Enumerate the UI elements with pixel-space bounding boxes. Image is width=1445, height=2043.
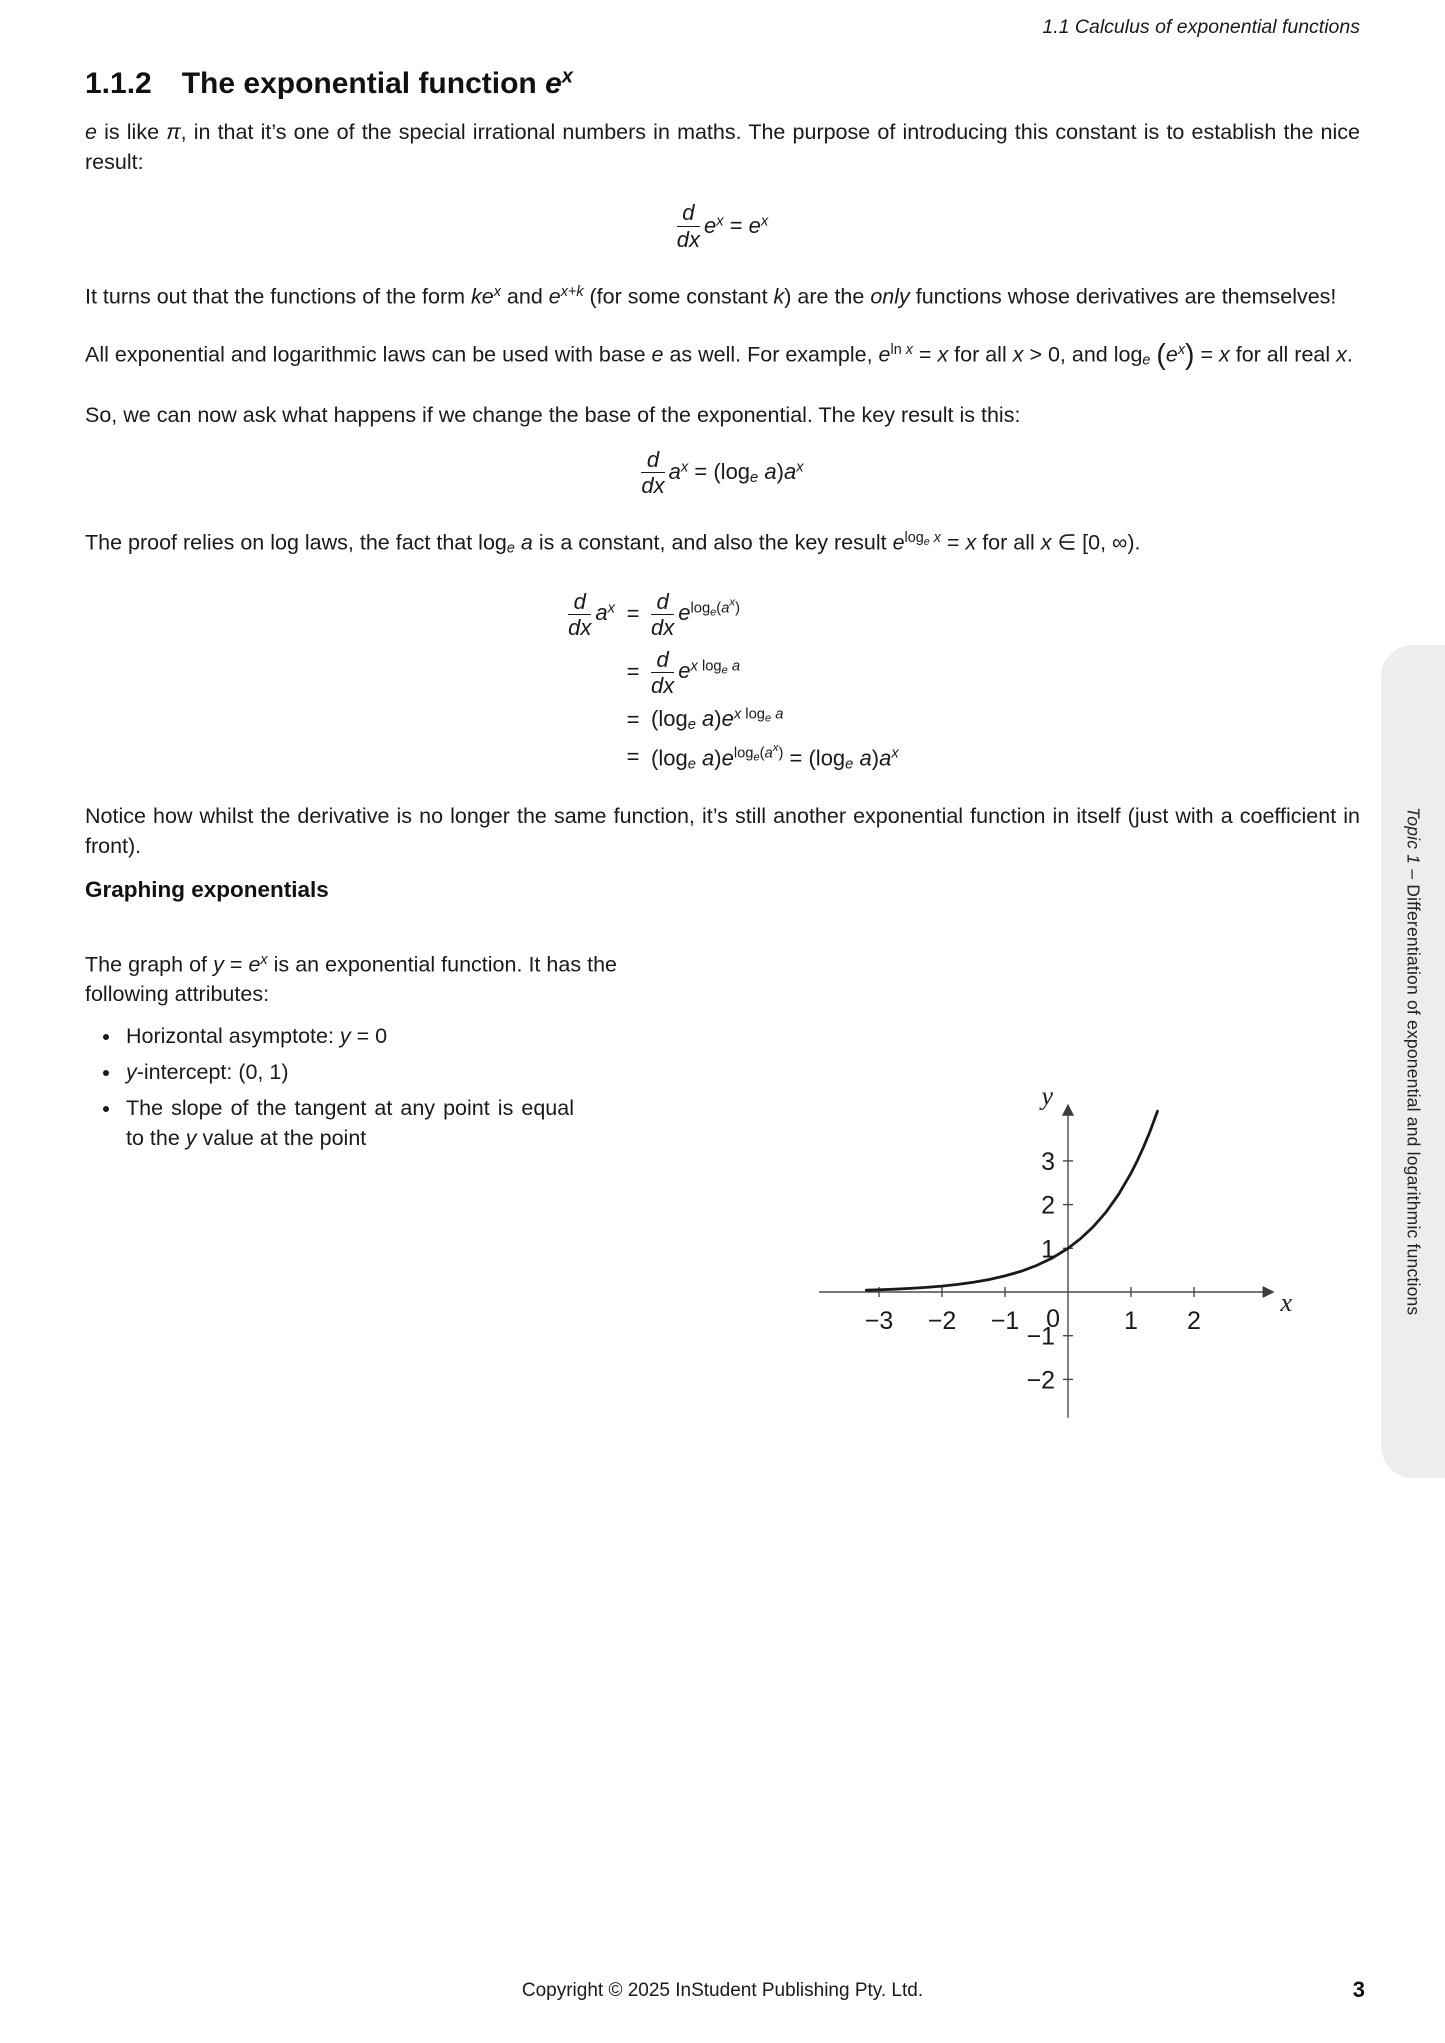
x-tick-label: 2 — [1187, 1307, 1201, 1335]
x-tick-label: 1 — [1124, 1307, 1138, 1335]
list-item-intercept: • y-intercept: (0, 1) — [122, 1057, 574, 1087]
equals-sign: = — [626, 601, 640, 627]
equation-body: $a^x = (\log_e$ $a)a^x$ — [668, 458, 804, 486]
sidebar-tab — [1381, 645, 1445, 1478]
fraction-d-dx: $\frac{d}{dx}$ — [641, 446, 665, 498]
y-axis-label: y — [1041, 1081, 1053, 1111]
fraction-d-dx: $\frac{d}{dx}$ — [568, 588, 592, 640]
paragraph-log-laws: All exponential and logarithmic laws can be used with base e as well. For example, $e^{ln}$ $^x$ = x for all x > 0, and $\log_e (e^x) = x$ for all real x. — [85, 339, 1353, 372]
derivation-row-3 — [400, 706, 1360, 733]
x-axis-arrow — [1263, 1286, 1275, 1298]
paragraph-notice: Notice how whilst the derivative is no longer the same function, it’s still another exponential function in itself (just with a coefficient in front). — [85, 803, 1360, 858]
equation-body: $e^x = e^x$ — [703, 213, 769, 239]
x-tick-label: −1 — [990, 1307, 1020, 1335]
section-number: 1.1.2 — [85, 67, 152, 101]
section-heading — [85, 66, 1360, 101]
derivation-block — [400, 590, 1360, 773]
derivation-lhs: $\frac{d}{dx}$ $a^x$ — [568, 588, 615, 640]
paragraph-e-intro: e is like π, in that it’s one of the special irrational numbers in maths. The purpose of introducing this constant is to establish the nice result: — [85, 120, 1360, 175]
paragraph-only-functions: It turns out that the functions of the form $ke^x$ and $e^{x+k}$ (for some constant k) are the only functions whose derivatives are themselves! — [85, 283, 1337, 309]
y-tick-label: 3 — [1041, 1147, 1055, 1176]
footer-copyright: Copyright © 2025 InStudent Publishing Pty. Ltd. — [521, 1980, 924, 2001]
main-column — [85, 66, 1360, 1159]
equals-sign: = — [626, 659, 640, 685]
x-tick-label: −3 — [864, 1307, 894, 1335]
equals-sign: = — [626, 706, 640, 732]
paragraph-proof-intro: The proof relies on log laws, the fact that $\log_e a$ is a constant, and also the key result $e^{loge}$ $^x$ = x for all x ∈ [0, ∞). — [85, 529, 1141, 557]
fraction-d-dx: $\frac{d}{dx}$ — [676, 200, 700, 252]
paragraph-graph-intro: The graph of $y = e^x$ is an exponential function. It has the following attributes: — [85, 951, 617, 1007]
derivation-rhs: $\frac{d}{dx}$ $e^x$ $^{loge}$ $^a$ — [651, 646, 741, 698]
list-item-asymptote: • Horizontal asymptote: y = 0 — [122, 1021, 574, 1051]
paragraph-change-base: So, we can now ask what happens if we change the base of the exponential. The key result is this: — [85, 402, 1021, 427]
derivation-rhs: ($\log_e$ $a)e^{loge(ax)} = (\log_e$ $a)a^x$ — [651, 742, 899, 773]
y-tick-label: 2 — [1041, 1191, 1055, 1220]
graph-figure — [810, 1076, 1300, 1436]
running-header: 1.1 Calculus of exponential functions — [1042, 16, 1360, 38]
equation-derivative-ax — [85, 448, 1360, 497]
subheading-graphing-exponentials: Graphing exponentials — [85, 876, 329, 902]
y-tick-label: 1 — [1041, 1235, 1055, 1264]
fraction-d-dx: $\frac{d}{dx}$ — [651, 588, 675, 640]
y-tick-label: −1 — [1026, 1322, 1055, 1351]
exponential-graph-svg — [810, 1076, 1300, 1436]
equation-derivative-ex — [85, 201, 1360, 250]
derivation-rhs: ($\log_e$ $a)e^x$ $^{loge}$ $^a$ — [651, 705, 784, 734]
section-title: The exponential function $e^x$ — [181, 66, 573, 101]
y-tick-label: −2 — [1026, 1366, 1055, 1395]
equals-sign: = — [626, 744, 640, 770]
derivation-row-4 — [400, 742, 1360, 773]
list-item-slope: • The slope of the tangent at any point is equal to the y value at the point — [122, 1093, 574, 1153]
curve-exponential — [866, 1111, 1157, 1290]
sidebar-tab-label: Topic 1 – Differentiation of exponential and logarithmic functions — [1403, 807, 1424, 1316]
x-axis-label: x — [1280, 1288, 1293, 1317]
page-number: 3 — [1352, 1977, 1365, 2002]
attributes-list — [85, 1021, 574, 1153]
origin-label: 0 — [1046, 1305, 1060, 1333]
x-tick-label: −2 — [927, 1307, 957, 1335]
y-axis-arrow — [1062, 1104, 1074, 1116]
derivation-row-2 — [400, 648, 1360, 697]
fraction-d-dx: $\frac{d}{dx}$ — [651, 646, 675, 698]
derivation-row-1 — [400, 590, 1360, 639]
derivation-rhs: $\frac{d}{dx}$ $e^{loge(ax)}$ — [651, 588, 741, 640]
